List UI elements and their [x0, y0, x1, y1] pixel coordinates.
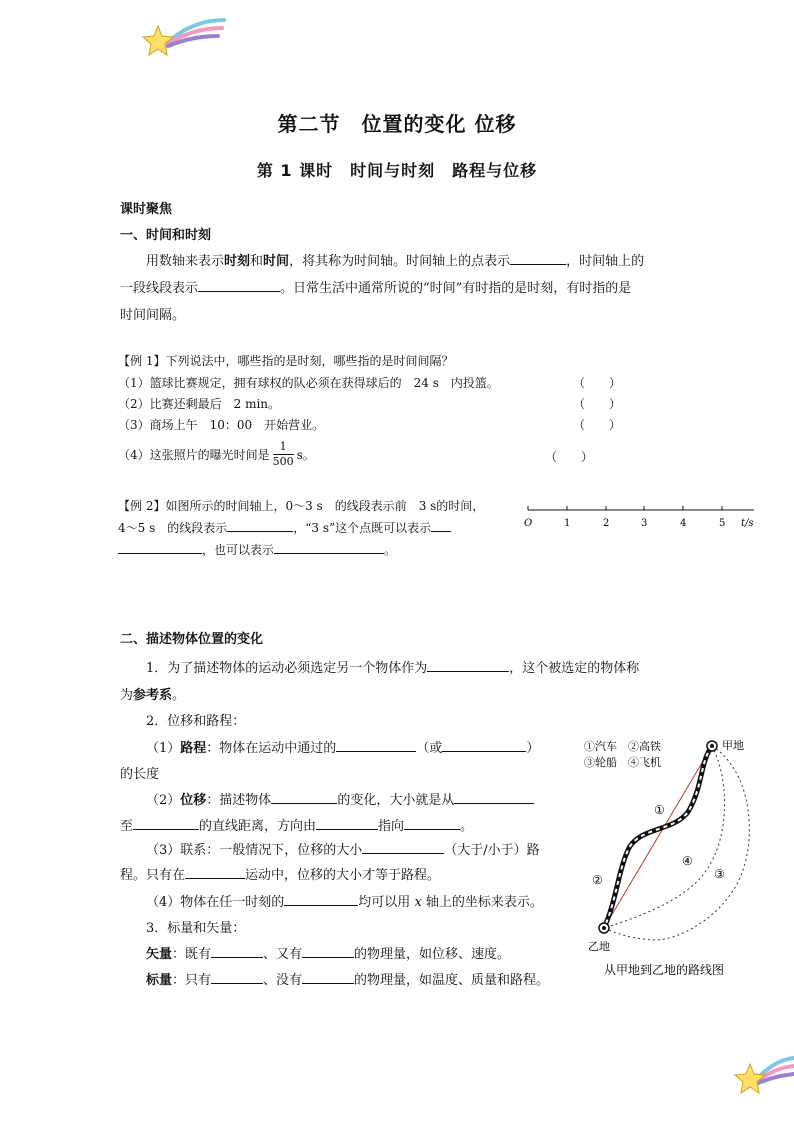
path-definition: （1）路程：物体在运动中通过的 （或 ） — [146, 741, 540, 756]
route-map-figure — [578, 732, 768, 982]
displacement-definition: （2）位移：描述物体 的变化，大小就是从 — [146, 789, 534, 808]
star-comet-decoration-top — [138, 14, 228, 62]
answer-blank[interactable] — [336, 739, 416, 752]
vector-definition: 矢量：既有 、又有 的物理量，如位移、速度。 — [146, 947, 511, 962]
answer-blank[interactable] — [510, 252, 566, 265]
scalar-definition: 标量：只有 、没有 的物理量，如温度、质量和路程。 — [146, 973, 550, 988]
displacement-line — [604, 746, 712, 928]
section1-para-line1: 用数轴来表示时刻和时间，将其称为时间轴。时间轴上的点表示 ，时间轴上的 — [146, 254, 645, 269]
answer-blank[interactable] — [211, 945, 263, 958]
map-caption: 从甲地到乙地的路线图 — [604, 963, 725, 977]
answer-blank[interactable] — [284, 893, 358, 906]
example2-line1: 【例 2】如图所示的时间轴上，0～3 s 的线段表示前 3 s的时间， — [118, 499, 485, 513]
star-comet-decoration-bottom — [730, 1050, 794, 1100]
end-label: 乙地 — [588, 940, 610, 953]
answer-paren-3[interactable]: （ ） — [573, 418, 622, 432]
example2-line2: 4～5 s 的线段表示 ，“3 s”这个点既可以表示 — [118, 519, 451, 536]
section2-heading: 二、描述物体位置的变化 — [120, 632, 264, 647]
route-label-2: ② — [592, 873, 603, 887]
example2-line3: ，也可以表示 。 — [118, 541, 396, 558]
axis-tick-label: 1 — [564, 518, 571, 529]
answer-blank[interactable] — [118, 541, 202, 554]
route-label-3: ③ — [714, 867, 725, 881]
displacement-definition-cont: 至 的直线距离，方向由 指向 。 — [120, 819, 474, 834]
page-title: 第二节 位置的变化 位移 — [277, 112, 517, 136]
section1-para-line3: 时间间隔。 — [120, 308, 186, 323]
answer-blank[interactable] — [211, 971, 263, 984]
example1-item-3: （3）商场上午 10：00 开始营业。 — [118, 418, 325, 432]
answer-blank[interactable] — [454, 791, 534, 804]
axis-tick-label: 4 — [680, 518, 687, 529]
route-label-4: ④ — [682, 854, 693, 868]
answer-blank[interactable] — [442, 739, 526, 752]
answer-blank[interactable] — [271, 791, 337, 804]
relation-statement: （3）联系：一般情况下，位移的大小 （大于/小于）路 — [146, 843, 540, 858]
answer-blank[interactable] — [404, 817, 460, 830]
answer-paren-1[interactable]: （ ） — [573, 376, 622, 390]
position-statement: （4）物体在任一时刻的 均可以用 x 轴上的坐标来表示。 — [146, 895, 543, 910]
path-definition-cont: 的长度 — [120, 767, 160, 782]
example1-item-4: （4）这张照片的曝光时间是 $\frac{1}{500}$ s。 — [118, 440, 315, 468]
axis-unit-label: t/s — [741, 518, 754, 529]
answer-blank[interactable] — [431, 519, 451, 532]
relation-statement-cont: 程。只有在 运动中，位移的大小才等于路程。 — [120, 868, 441, 883]
answer-blank[interactable] — [302, 971, 354, 984]
answer-blank[interactable] — [185, 866, 245, 879]
route-3-path — [604, 746, 749, 940]
answer-blank[interactable] — [227, 519, 293, 532]
section2-para1: 1．为了描述物体的运动必须选定另一个物体作为 ，这个被选定的物体称 — [146, 661, 640, 676]
time-axis-figure — [520, 498, 760, 534]
lesson-subtitle: 第 1 课时 时间与时刻 路程与位移 — [256, 161, 538, 180]
answer-blank[interactable] — [133, 817, 199, 830]
fraction: $\frac{1}{500}$ — [272, 440, 294, 468]
answer-blank[interactable] — [274, 541, 384, 554]
section1-para-line2: 一段线段表示 。日常生活中通常所说的“时间”有时指的是时刻，有时指的是 — [120, 281, 632, 296]
example1-heading: 【例 1】下列说法中，哪些指的是时刻，哪些指的是时间间隔？ — [118, 354, 454, 368]
axis-label-origin: O — [524, 518, 533, 529]
scalar-vector-heading: 3．标量和矢量： — [146, 921, 246, 936]
start-label: 甲地 — [722, 739, 744, 752]
axis-tick-label: 2 — [603, 518, 610, 529]
example1-item-1: （1）篮球比赛规定，拥有球权的队必须在获得球后的 24 s 内投篮。 — [118, 376, 499, 390]
answer-blank[interactable] — [198, 279, 280, 292]
answer-blank[interactable] — [302, 945, 354, 958]
section2-para1-cont: 为参考系。 — [120, 688, 186, 703]
route-4-path — [604, 746, 725, 928]
answer-blank[interactable] — [316, 817, 378, 830]
section1-heading: 一、时间和时刻 — [120, 228, 212, 243]
route-label-1: ① — [654, 803, 665, 817]
example1-item-2: （2）比赛还剩最后 2 min。 — [118, 397, 281, 411]
section2-para2: 2．位移和路程： — [146, 714, 246, 729]
axis-tick-label: 5 — [719, 518, 726, 529]
map-legend-line2: ③轮船 ④飞机 — [584, 756, 661, 769]
axis-tick-label: 3 — [641, 518, 648, 529]
focus-heading: 课时聚焦 — [120, 202, 173, 217]
answer-paren-4[interactable]: （ ） — [545, 450, 594, 464]
answer-paren-2[interactable]: （ ） — [573, 397, 622, 411]
answer-blank[interactable] — [362, 841, 444, 854]
map-legend-line1: ①汽车 ②高铁 — [584, 740, 661, 753]
answer-blank[interactable] — [427, 659, 509, 672]
